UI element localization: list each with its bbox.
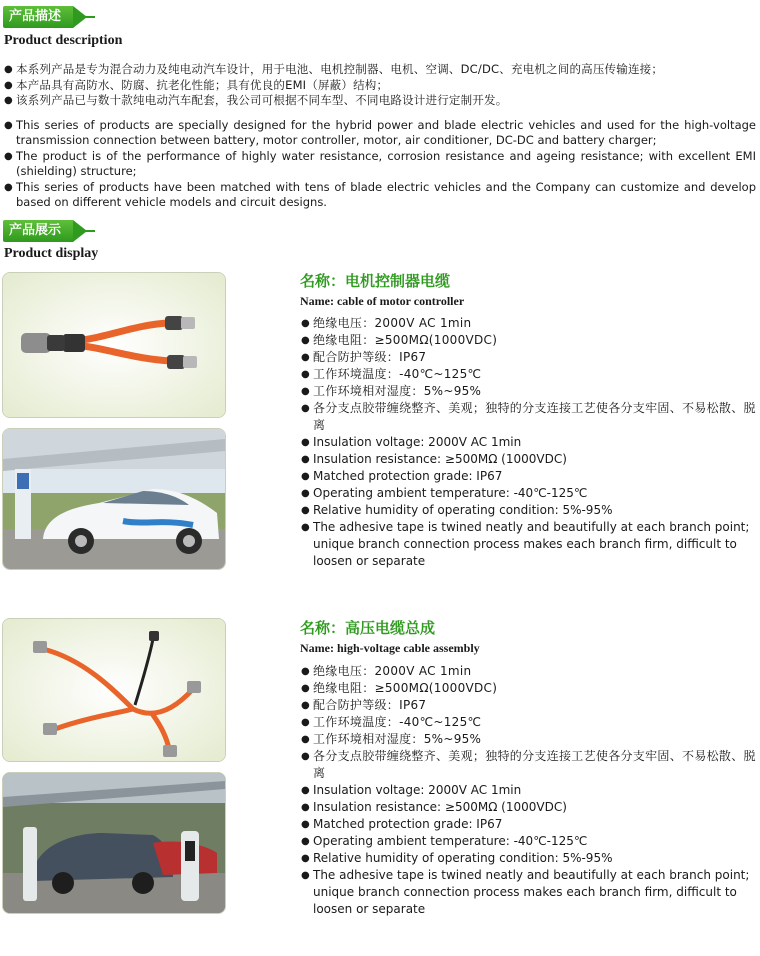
section-tag-label: 产品描述	[9, 9, 62, 24]
spec-item: ● Insulation voltage: 2000V AC 1min	[300, 782, 760, 799]
section-tag-display	[3, 220, 73, 242]
section-title-description: Product description	[4, 33, 123, 48]
section-title-display: Product display	[4, 246, 99, 261]
section-tag-description	[3, 6, 73, 28]
spec-item: ● 绝缘电阻：≥500MΩ(1000VDC)	[300, 680, 760, 697]
spec-item: ● Matched protection grade: IP67	[300, 816, 760, 833]
spec-item: ● The adhesive tape is twined neatly and beautifully at each branch point; unique branch connection process makes each branch firm, difficult to loosen or separate	[300, 519, 760, 570]
description-item-en: ● This series of products are specially designed for the hybrid power and blade electric vehicles and used for the high-voltage transmission connection between battery, motor controller, motor, air conditioner, DC-DC and battery charger;	[4, 118, 756, 149]
product-2-specs-cn	[300, 663, 760, 782]
spec-item: ● 工作环境温度：-40℃~125℃	[300, 714, 760, 731]
spec-item: ● 各分支点胶带缠绕整齐、美观；独特的分支连接工艺使各分支牢固、不易松散、脱离	[300, 400, 760, 434]
product-2-vehicle-photo	[2, 772, 226, 914]
spec-item: ● 绝缘电压：2000V AC 1min	[300, 663, 760, 680]
description-item-cn: ● 本产品具有高防水、防腐、抗老化性能；具有优良的EMI（屏蔽）结构；	[4, 78, 756, 94]
description-item-cn: ● 本系列产品是专为混合动力及纯电动汽车设计，用于电池、电机控制器、电机、空调、DC/DC、充电机之间的高压传输连接；	[4, 62, 756, 78]
product-2-cable-photo	[2, 618, 226, 762]
spec-item: ● 工作环境相对湿度：5%~95%	[300, 383, 760, 400]
spec-item: ● Insulation voltage: 2000V AC 1min	[300, 434, 760, 451]
product-1-specs-en	[300, 434, 760, 570]
spec-item: ● 工作环境温度：-40℃~125℃	[300, 366, 760, 383]
spec-item: ● 配合防护等级：IP67	[300, 349, 760, 366]
product-1-cable-photo	[2, 272, 226, 418]
description-item-en: ● The product is of the performance of highly water resistance, corrosion resistance and ageing resistance; with excellent EMI (shielding) structure;	[4, 149, 756, 180]
description-item-en: ● This series of products have been matched with tens of blade electric vehicles and the Company can customize and develop based on different vehicle models and circuit designs.	[4, 180, 756, 211]
product-1-specs-cn	[300, 315, 760, 434]
spec-item: ● 绝缘电阻：≥500MΩ(1000VDC)	[300, 332, 760, 349]
product-2-title-cn: 名称：高压电缆总成	[300, 619, 436, 637]
spec-item: ● Insulation resistance: ≥500MΩ (1000VDC)	[300, 451, 760, 468]
product-1-vehicle-photo	[2, 428, 226, 570]
product-2	[300, 617, 760, 918]
product-1	[300, 270, 760, 570]
description-block	[4, 62, 756, 211]
spec-item: ● 绝缘电压：2000V AC 1min	[300, 315, 760, 332]
spec-item: ● Insulation resistance: ≥500MΩ (1000VDC)	[300, 799, 760, 816]
product-1-title-cn: 名称：电机控制器电缆	[300, 272, 451, 290]
product-1-name-en: Name: cable of motor controller	[300, 294, 465, 308]
description-item-cn: ● 该系列产品已与数十款纯电动汽车配套，我公司可根据不同车型、不同电路设计进行定制开发。	[4, 93, 756, 109]
spec-item: ● Operating ambient temperature: -40℃-125℃	[300, 485, 760, 502]
spec-item: ● 工作环境相对湿度：5%~95%	[300, 731, 760, 748]
spec-item: ● Matched protection grade: IP67	[300, 468, 760, 485]
spec-item: ● 配合防护等级：IP67	[300, 697, 760, 714]
spec-item: ● The adhesive tape is twined neatly and beautifully at each branch point; unique branch connection process makes each branch firm, difficult to loosen or separate	[300, 867, 760, 918]
product-2-specs-en	[300, 782, 760, 918]
section-tag-label: 产品展示	[9, 223, 62, 238]
product-2-name-en: Name: high-voltage cable assembly	[300, 641, 480, 655]
spec-item: ● Relative humidity of operating condition: 5%-95%	[300, 850, 760, 867]
spec-item: ● Operating ambient temperature: -40℃-125℃	[300, 833, 760, 850]
spec-item: ● Relative humidity of operating condition: 5%-95%	[300, 502, 760, 519]
spec-item: ● 各分支点胶带缠绕整齐、美观；独特的分支连接工艺使各分支牢固、不易松散、脱离	[300, 748, 760, 782]
